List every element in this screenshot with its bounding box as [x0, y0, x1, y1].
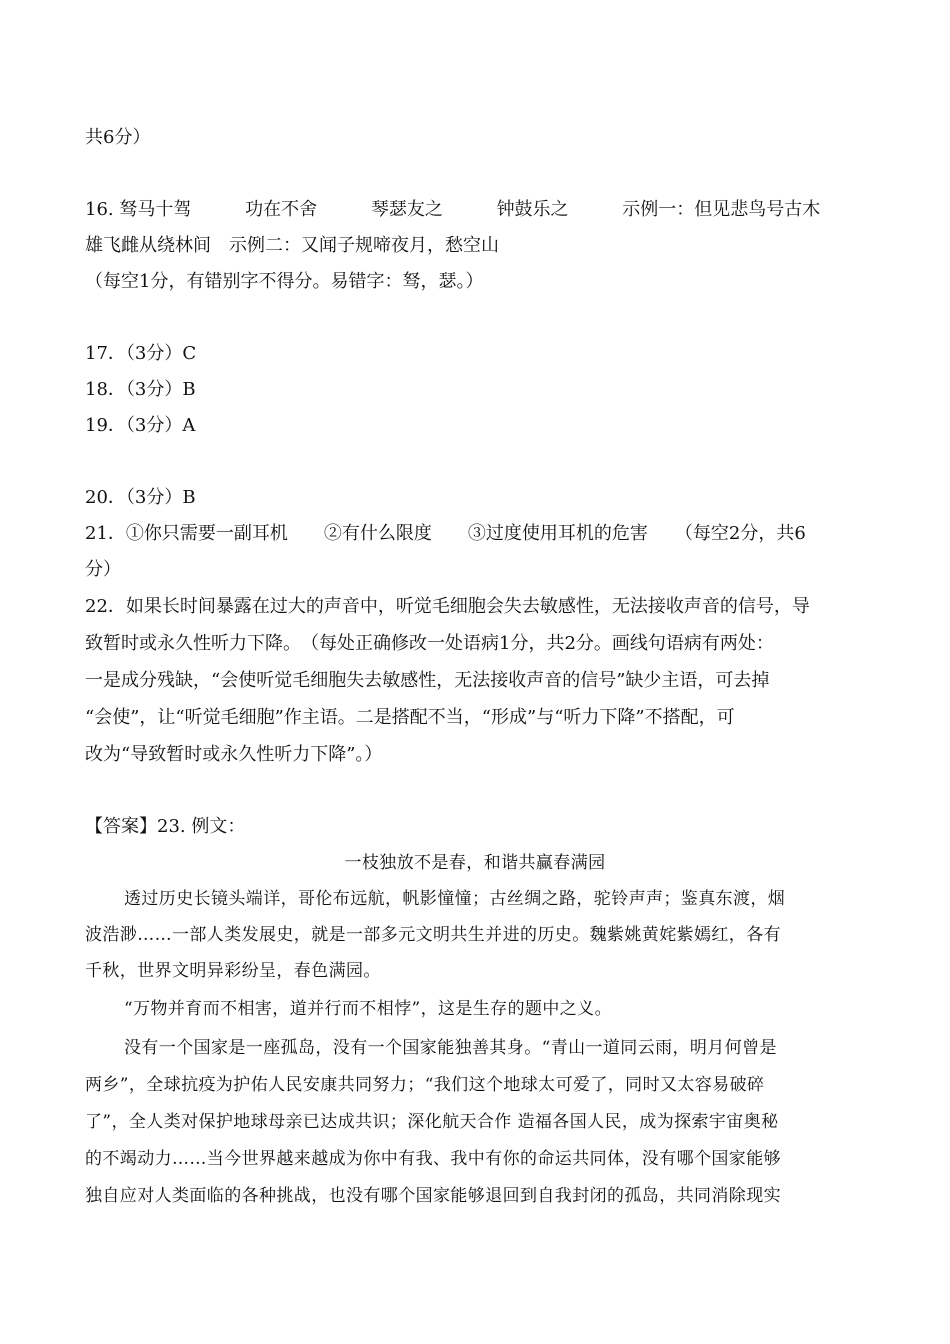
q16-item: 钟鼓乐之	[496, 199, 569, 220]
scoring-note: （每空1分，有错别字不得分。易错字：驽，瑟。）	[85, 271, 484, 292]
answer-20: 20．（3分）B	[85, 487, 196, 508]
essay-line: 透过历史长镜头端详，哥伦布远航，帆影憧憧；古丝绸之路，驼铃声声；鉴真东渡，烟	[124, 889, 786, 909]
text-line: “会使”，让“听觉毛细胞”作主语。二是搭配不当，“形成”与“听力下降”不搭配，可	[85, 707, 735, 728]
text-line: 一是成分残缺，“会使听觉毛细胞失去敏感性，无法接收声音的信号”缺少主语，可去掉	[85, 670, 770, 691]
text-line: 共6分）	[85, 127, 151, 148]
q16-item: 16. 驽马十驾	[85, 199, 192, 220]
text-line: 雄飞雌从绕林间 示例二：又闻子规啼夜月，愁空山	[85, 235, 499, 256]
essay-line: 波浩渺……一部人类发展史，就是一部多元文明共生并进的历史。魏紫姚黄姹紫嫣红，各有	[85, 925, 781, 945]
q16-item: 功在不舍	[245, 199, 318, 220]
answer-17: 17．（3分）C	[85, 343, 197, 364]
essay-line: “万物并育而不相害，道并行而不相悖”，这是生存的题中之义。	[124, 999, 612, 1019]
essay-line: 的不竭动力……当今世界越来越成为你中有我、我中有你的命运共同体，没有哪个国家能够	[85, 1149, 781, 1169]
answer-21: 21．①你只需要一副耳机 ②有什么限度 ③过度使用耳机的危害 （每空2分，共6	[85, 523, 806, 544]
q16-item: 示例一：但见悲鸟号古木	[622, 199, 821, 220]
essay-line: 独自应对人类面临的各种挑战，也没有哪个国家能够退回到自我封闭的孤岛，共同消除现实	[85, 1186, 781, 1206]
answer-18: 18．（3分）B	[85, 379, 196, 400]
essay-line: 两乡”，全球抗疫为护佑人民安康共同努力；“我们这个地球太可爱了，同时又太容易破碎	[85, 1075, 765, 1095]
essay-line: 了”，全人类对保护地球母亲已达成共识；深化航天合作 造福各国人民，成为探索宇宙奥秘	[85, 1112, 779, 1132]
essay-title: 一枝独放不是春，和谐共赢春满园	[344, 853, 606, 873]
answer-23-heading: 【答案】23. 例文：	[85, 816, 246, 837]
q16-answer-row	[85, 198, 820, 222]
text-line: 改为“导致暂时或永久性听力下降”。）	[85, 744, 383, 765]
answer-19: 19．（3分）A	[85, 415, 196, 436]
q16-item: 琴瑟友之	[370, 199, 443, 220]
answer-22: 22．如果长时间暴露在过大的声音中，听觉毛细胞会失去敏感性，无法接收声音的信号，导	[85, 596, 810, 617]
text-line: 致暂时或永久性听力下降。 （每处正确修改一处语病1分，共2分。画线句语病有两处：	[85, 633, 774, 654]
text-line: 分）	[85, 559, 121, 580]
essay-line: 没有一个国家是一座孤岛，没有一个国家能独善其身。“青山一道同云雨，明月何曾是	[124, 1038, 777, 1058]
essay-line: 千秋，世界文明异彩纷呈，春色满园。	[85, 961, 381, 981]
